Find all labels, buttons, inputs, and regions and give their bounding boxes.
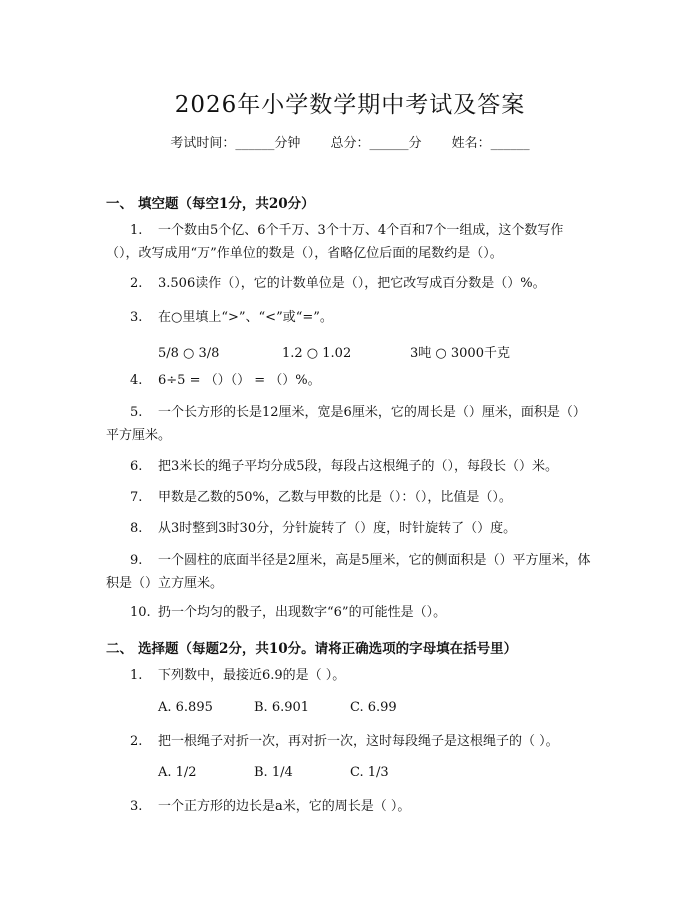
compare-item: 5/8 ○ 3/8 xyxy=(158,346,220,361)
question-number: 8. xyxy=(130,521,143,536)
question-item xyxy=(106,369,592,392)
question-item xyxy=(106,455,592,478)
question-text: 从3时整到3时30分，分针旋转了（）度，时针旋转了（）度。 xyxy=(158,521,517,536)
option-c: C. 1/3 xyxy=(350,765,389,780)
question-item xyxy=(106,272,592,295)
question-number: 1. xyxy=(130,668,143,683)
total-score-field: 总分：______分 xyxy=(330,136,422,151)
question-text: 6÷5 = （）（） = （）%。 xyxy=(158,373,321,388)
section-number: 一、 xyxy=(106,196,133,212)
section-heading-multiple-choice xyxy=(106,637,517,657)
question-number: 5. xyxy=(130,405,143,420)
question-number: 9. xyxy=(130,553,143,568)
page-title: 2026年小学数学期中考试及答案 xyxy=(174,92,526,118)
question-item xyxy=(106,486,592,509)
compare-item: 3吨 ○ 3000千克 xyxy=(410,346,510,361)
question-item xyxy=(106,219,592,265)
question-number: 7. xyxy=(130,490,143,505)
student-name-field: 姓名：______ xyxy=(451,136,530,151)
option-b: B. 6.901 xyxy=(254,700,310,715)
compare-item: 1.2 ○ 1.02 xyxy=(282,346,352,361)
question-text: 甲数是乙数的50%，乙数与甲数的比是（）：（），比值是（）。 xyxy=(158,490,512,505)
question-item xyxy=(106,730,592,753)
exam-time-field: 考试时间：______分钟 xyxy=(170,136,301,151)
question-text: 在○里填上“>”、“<”或“=”。 xyxy=(158,310,333,325)
question-item xyxy=(106,664,592,687)
section-heading-fill-blank xyxy=(106,192,315,212)
question-text: 一个正方形的边长是a米，它的周长是（ ）。 xyxy=(158,799,411,814)
question-item xyxy=(106,601,592,624)
question-text: 一个数由5个亿、6个千万、3个十万、4个百和7个一组成，这个数写作（），改写成用“万”作单位的数是（），省略亿位后面的尾数约是（）。 xyxy=(106,223,564,261)
question-text: 把3米长的绳子平均分成5段，每段占这根绳子的（），每段长（）米。 xyxy=(158,459,559,474)
question-number: 3. xyxy=(130,310,143,325)
section-title: 填空题（每空1分，共20分） xyxy=(138,196,315,212)
question-text: 下列数中，最接近6.9的是（ ）。 xyxy=(158,668,346,683)
compare-row xyxy=(158,342,510,361)
question-number: 2. xyxy=(130,276,143,291)
section-number: 二、 xyxy=(106,641,133,657)
option-a: A. 1/2 xyxy=(158,765,197,780)
question-item xyxy=(106,549,592,595)
question-number: 4. xyxy=(130,373,143,388)
question-item xyxy=(106,401,592,447)
question-text: 把一根绳子对折一次，再对折一次，这时每段绳子是这根绳子的（ ）。 xyxy=(158,734,559,749)
question-text: 一个长方形的长是12厘米，宽是6厘米，它的周长是（）厘米，面积是（）平方厘米。 xyxy=(106,405,586,443)
question-number: 3. xyxy=(130,799,143,814)
question-text: 一个圆柱的底面半径是2厘米，高是5厘米，它的侧面积是（）平方厘米，体积是（）立方厘米。 xyxy=(106,553,591,591)
question-number: 2. xyxy=(130,734,143,749)
question-number: 10. xyxy=(130,605,151,620)
option-a: A. 6.895 xyxy=(158,700,213,715)
question-number: 6. xyxy=(130,459,143,474)
exam-info-line xyxy=(0,132,700,151)
question-item xyxy=(106,517,592,540)
section-title: 选择题（每题2分，共10分。请将正确选项的字母填在括号里） xyxy=(138,641,518,657)
question-text: 3.506读作（），它的计数单位是（），把它改写成百分数是（）%。 xyxy=(158,276,546,291)
choice-options xyxy=(158,765,389,780)
question-number: 1. xyxy=(130,223,143,238)
choice-options xyxy=(158,700,397,715)
option-c: C. 6.99 xyxy=(350,700,397,715)
option-b: B. 1/4 xyxy=(254,765,293,780)
question-item xyxy=(106,306,592,329)
question-item xyxy=(106,795,592,818)
question-text: 扔一个均匀的骰子，出现数字“6”的可能性是（）。 xyxy=(158,605,447,620)
